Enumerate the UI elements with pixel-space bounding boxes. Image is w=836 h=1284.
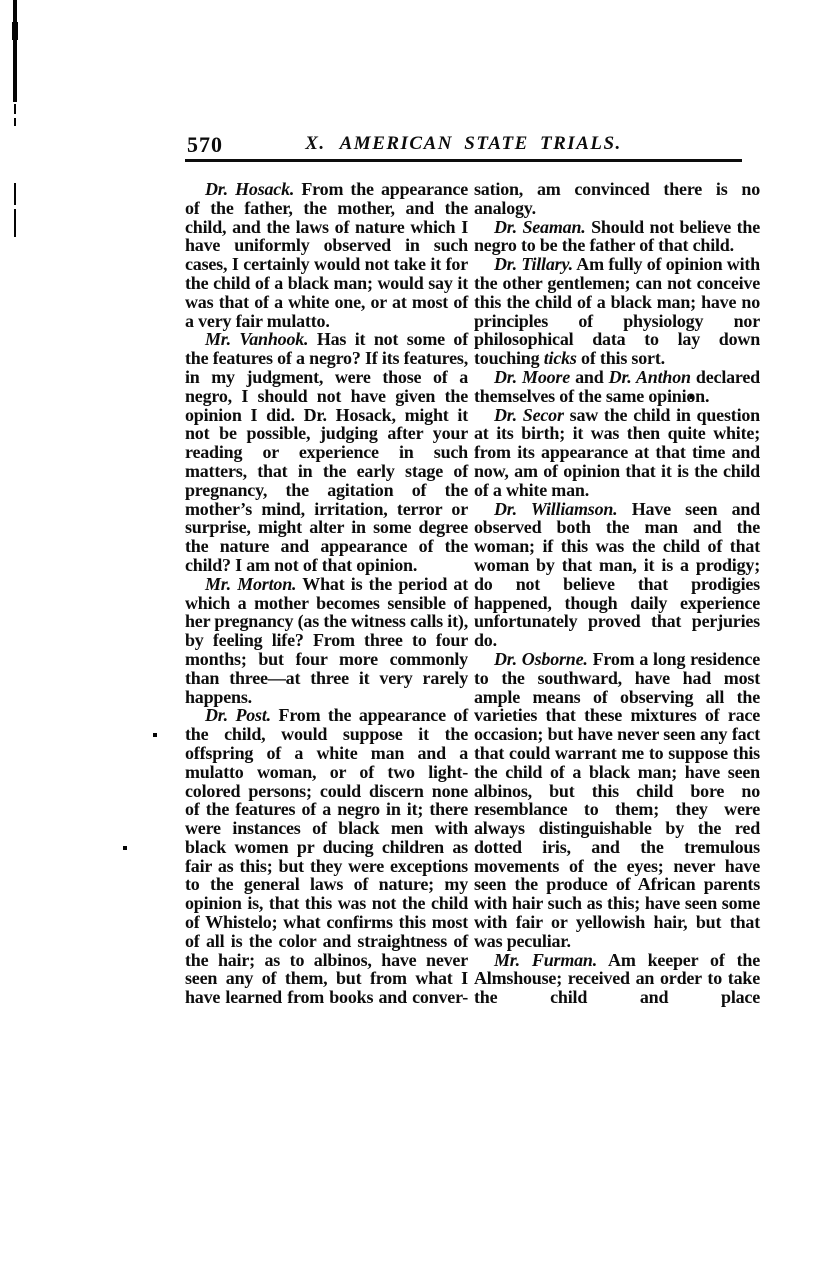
page-number: 570: [187, 132, 223, 157]
testimony-text: Am keeper of the Almshouse; received an order to take the child and place: [474, 949, 760, 1008]
testimony-text: of this sort.: [576, 348, 665, 369]
testimony-text: From the appearance of the child, would suppose it the offspring of a white man and a mulatto woman, or of two light-colored persons; could discern none of the features of a negro in it; there were instances of black men with black women pr ducing children as fair as this; but they were exceptions to the general laws of nature; my opinion is, that this was not the child of Whistelo; what confirms this most of all is the color and straightness of the hair; as to albinos, have never seen any of them, but from what I have learned from books and conver-: [185, 705, 468, 1008]
testimony-text: From the appearance of the father, the mother, and the child, and the laws of nature which I have uniformly observed in such cases, I certainly would not take it for the child of a black man; would say it was that of a white one, or at most of a very fair mulatto.: [185, 179, 469, 331]
speaker-name: ticks: [543, 348, 577, 369]
header-rule: [185, 159, 742, 162]
scan-artifact-line: [14, 209, 16, 237]
speaker-name: Dr. Williamson.: [494, 498, 618, 519]
testimony-text: and: [570, 366, 609, 387]
scan-artifact-line: [14, 183, 16, 205]
header-title: AMERICAN STATE TRIALS.: [339, 133, 622, 154]
speaker-name: Dr. Hosack.: [205, 179, 295, 199]
scan-artifact-line: [14, 104, 16, 114]
testimony-text: What is the period at which a mother becomes sensible of her pregnancy (as the witness calls it), by feeling life? From three to four months; but four more commonly than three—at three it very rarely happens.: [185, 573, 468, 707]
paragraph: [474, 650, 760, 951]
speaker-name: Dr. Secor: [494, 404, 564, 425]
testimony-text: sation, am convinced there is no analogy.: [474, 179, 760, 218]
scan-artifact-dot: [153, 733, 157, 737]
scan-artifact-line: [14, 118, 16, 126]
paragraph: [185, 575, 468, 707]
testimony-text: Has it not some of the features of a negro? If its features, in my judgment, were those of a negro, I should not have given the opinion I did. Dr. Hosack, might it not be possible, judging after your reading or experience in such matters, that in the early stage of pregnancy, the agitation of the mother’s mind, irritation, terror or surprise, might alter in some degree the nature and appearance of the child? I am not of that opinion.: [185, 329, 468, 575]
paragraph: [474, 218, 760, 256]
paragraph: [185, 180, 468, 330]
header-section-number: X.: [305, 133, 326, 154]
testimony-text: Am fully of opinion with the other gentlemen; can not conceive this the child of a black man; have no principles of physiology nor philosophical data to lay down touching: [474, 254, 760, 369]
paragraph: [474, 500, 760, 650]
paragraph: [474, 368, 760, 406]
speaker-name: Dr. Tillary.: [494, 254, 573, 275]
testimony-text: saw the child in question at its birth; it was then quite white; from its appearance at that time and now, am of opinion that it is the child of a white man.: [474, 404, 760, 500]
speaker-name: Mr. Morton.: [205, 573, 297, 594]
speaker-name: Mr. Vanhook.: [205, 329, 309, 350]
speaker-name: Mr. Furman.: [494, 949, 598, 970]
text-column-left: [185, 180, 468, 1007]
paragraph: [185, 706, 468, 1007]
speaker-name: Dr. Anthon: [608, 366, 691, 387]
speaker-name: Dr. Seaman.: [494, 216, 586, 237]
running-head: [185, 133, 742, 155]
testimony-text: declared themselves of the same opinion.: [474, 366, 760, 406]
scan-artifact-dot: [123, 846, 127, 850]
testimony-text: Have seen and observed both the man and the woman; if this was the child of that woman by that man, it is a prodigy; do not believe that prodigies happened, though daily experience unfortunately proved that perjuries do.: [474, 498, 760, 651]
text-column-right: [474, 180, 760, 1007]
paragraph: [474, 406, 760, 500]
paragraph: [185, 330, 468, 574]
speaker-name: Dr. Post.: [205, 705, 271, 726]
scan-artifact-blob: [12, 22, 18, 40]
speaker-name: Dr. Osborne.: [494, 648, 588, 669]
paragraph: [474, 255, 760, 368]
paragraph: [474, 951, 760, 1007]
speaker-name: Dr. Moore: [494, 366, 571, 387]
testimony-text: From a long residence to the southward, have had most ample means of observing all the varieties that these mixtures of race occasion; but have never seen any fact that could warrant me to suppose this the child of a black man; have seen albinos, but this child bore no resemblance to them; they were always distinguishable by the red dotted iris, and the tremulous movements of the eyes; never have seen the produce of African parents with hair such as this; have seen some with fair or yellowish hair, but that was peculiar.: [474, 648, 760, 951]
scan-artifact-line: [13, 0, 17, 102]
testimony-text: Should not believe the negro to be the father of that child.: [474, 216, 760, 256]
paragraph: [474, 180, 760, 218]
